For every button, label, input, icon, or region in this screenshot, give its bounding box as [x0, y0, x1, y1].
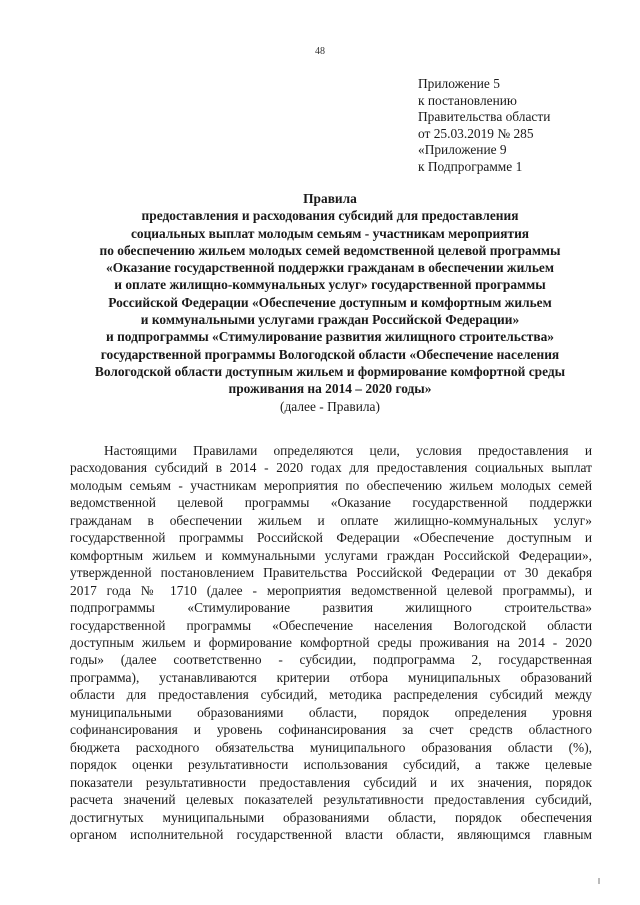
- title-line: проживания на 2014 – 2020 годы»: [228, 381, 432, 397]
- paragraph-line: ведомственной целевой программы «Оказание государственной поддержки: [70, 495, 592, 511]
- paragraph-line: расходования субсидий в 2014 - 2020 годах для предоставления социальных выплат: [70, 460, 592, 476]
- paragraph-line: органом исполнительной государственной власти области, являющимся главным: [70, 826, 592, 842]
- paragraph-line: порядок оценки результативности использования субсидий, а также целевые: [70, 757, 592, 773]
- title-line: и подпрограммы «Стимулирование развития жилищного строительства»: [106, 329, 554, 345]
- title-line: по обеспечению жильем молодых семей ведомственной целевой программы: [99, 242, 561, 258]
- title-subtitle: (далее - Правила): [280, 398, 380, 414]
- appendix-line: к постановлению: [418, 92, 517, 108]
- title-line: «Оказание государственной поддержки гражданам в обеспечении жильем: [106, 260, 554, 276]
- title-line: государственной программы Вологодской области «Обеспечение населения: [100, 346, 560, 362]
- title-line: и оплате жилищно-коммунальных услуг» государственной программы: [114, 277, 546, 293]
- paragraph-line: государственной программы «Обеспечение населения Вологодской области: [70, 617, 592, 633]
- appendix-line: Приложение 5: [418, 76, 500, 91]
- scan-mark: [598, 878, 600, 884]
- paragraph-line: Настоящими Правилами определяются цели, условия предоставления и: [104, 443, 592, 458]
- title-line: Российской Федерации «Обеспечение доступным и комфортным жильем: [108, 294, 552, 310]
- title-line: и коммунальными услугами граждан Российской Федерации»: [140, 312, 520, 328]
- paragraph-line: гражданам в обеспечении жильем и оплате жилищно-коммунальных услуг»: [70, 512, 592, 528]
- paragraph-line: бюджета расходного обязательства муниципального образования области (%),: [70, 739, 592, 755]
- body-paragraph: [70, 442, 592, 843]
- document-title: [40, 190, 620, 415]
- page-number: 48: [315, 46, 325, 57]
- paragraph-line: муниципальными образованиями области, порядок определения уровня: [70, 704, 592, 720]
- appendix-line: от 25.03.2019 № 285: [418, 125, 534, 141]
- appendix-line: «Приложение 9: [418, 142, 507, 158]
- appendix-line: Правительства области: [418, 109, 551, 125]
- paragraph-line: комфортным жильем и коммунальными услугами граждан Российской Федерации»,: [70, 547, 592, 563]
- title-line: Вологодской области доступным жильем и формирование комфортной среды: [94, 363, 566, 379]
- paragraph-line: государственной программы Российской Федерации «Обеспечение доступным и: [70, 530, 592, 546]
- paragraph-line: показатели результативности предоставления субсидий и их значения, порядок: [70, 774, 592, 790]
- paragraph-line: молодым семьям - участникам мероприятия по обеспечению жильем молодых семей: [70, 477, 592, 493]
- appendix-reference: [418, 76, 628, 176]
- paragraph-line: 2017 года № 1710 (далее - мероприятия ведомственной целевой программы), и: [70, 582, 592, 598]
- paragraph-line: утвержденной постановлением Правительства Российской Федерации от 30 декабря: [70, 565, 592, 581]
- paragraph-line: доступным жильем и формирование комфортной среды проживания на 2014 - 2020: [70, 634, 592, 650]
- title-line: предоставления и расходования субсидий для предоставления: [141, 208, 519, 224]
- paragraph-line: программа), устанавливаются критерии отбора муниципальных образований: [70, 669, 592, 685]
- title-line: социальных выплат молодым семьям - участникам мероприятия: [130, 225, 530, 241]
- appendix-line: к Подпрограмме 1: [418, 158, 523, 174]
- paragraph-line: подпрограммы «Стимулирование развития жилищного строительства»: [70, 600, 592, 616]
- paragraph-line: годы» (далее соответственно - субсидии, подпрограмма 2, государственная: [70, 652, 592, 668]
- paragraph-line: софинансирования и уровень софинансирования за счет средств областного: [70, 722, 592, 738]
- title-line: Правила: [303, 191, 357, 206]
- paragraph-line: достигнутых муниципальными образованиями области, порядок обеспечения: [70, 809, 592, 825]
- paragraph-line: области для предоставления субсидий, методика распределения субсидий между: [70, 687, 592, 703]
- paragraph-line: расчета значений целевых показателей результативности предоставления субсидий,: [70, 792, 592, 808]
